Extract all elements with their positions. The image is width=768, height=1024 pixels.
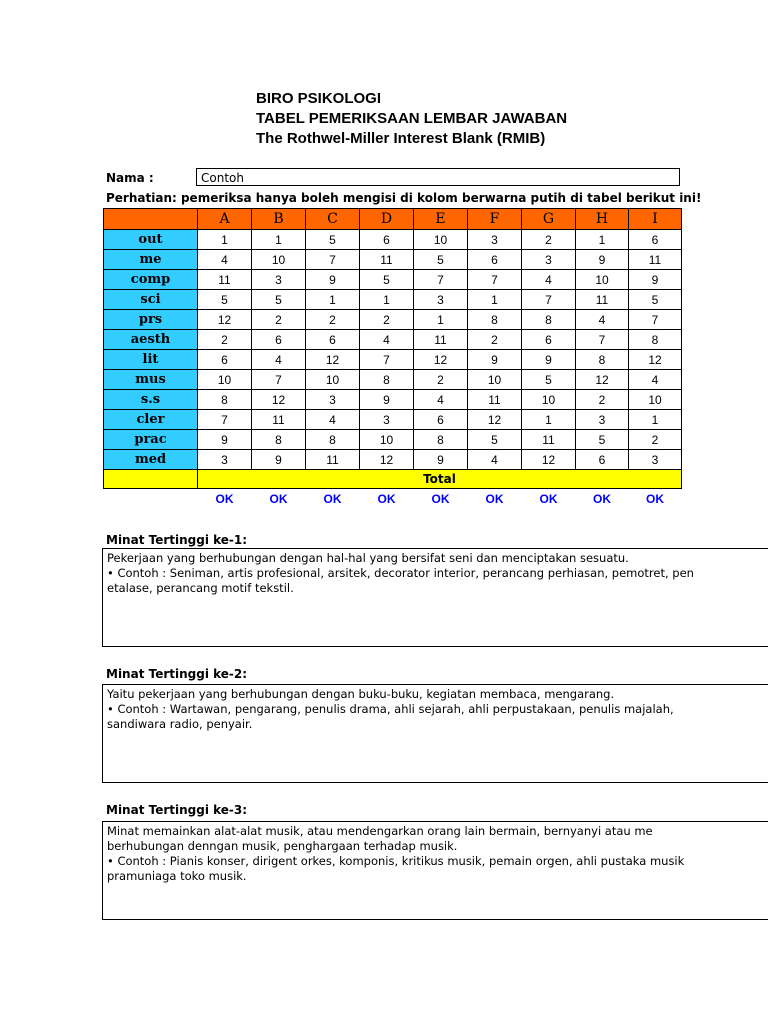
nama-input[interactable]: Contoh — [196, 168, 680, 186]
col-header: B — [252, 209, 306, 230]
score-cell[interactable]: 6 — [522, 330, 576, 350]
section-1-line: • Contoh : Seniman, artis profesional, arsitek, decorator interior, perancang perhiasan, pemotret, pen — [107, 566, 694, 580]
score-cell[interactable]: 8 — [576, 350, 629, 370]
table-row — [104, 230, 682, 250]
score-cell[interactable]: 6 — [629, 230, 682, 250]
rmib-table — [103, 208, 682, 509]
score-cell[interactable]: 5 — [468, 430, 522, 450]
score-cell[interactable]: 8 — [306, 430, 360, 450]
score-cell[interactable]: 1 — [629, 410, 682, 430]
score-cell[interactable]: 7 — [576, 330, 629, 350]
score-cell[interactable]: 12 — [306, 350, 360, 370]
score-cell[interactable]: 7 — [629, 310, 682, 330]
row-label: aesth — [104, 330, 198, 350]
score-cell[interactable]: 10 — [198, 370, 252, 390]
score-cell[interactable]: 2 — [522, 230, 576, 250]
score-cell[interactable]: 4 — [198, 250, 252, 270]
score-cell[interactable]: 4 — [252, 350, 306, 370]
score-cell[interactable]: 11 — [414, 330, 468, 350]
score-cell[interactable]: 11 — [629, 250, 682, 270]
score-cell[interactable]: 11 — [360, 250, 414, 270]
score-cell[interactable]: 10 — [576, 270, 629, 290]
section-3-line: Minat memainkan alat-alat musik, atau mendengarkan orang lain bermain, bernyanyi atau me — [107, 824, 653, 838]
score-cell[interactable]: 4 — [306, 410, 360, 430]
score-cell[interactable]: 4 — [522, 270, 576, 290]
score-cell[interactable]: 11 — [198, 270, 252, 290]
section-3-label: Minat Tertinggi ke-3: — [106, 803, 248, 817]
score-cell[interactable]: 10 — [360, 430, 414, 450]
status-ok: OK — [539, 492, 558, 506]
row-label: me — [104, 250, 198, 270]
score-cell[interactable]: 9 — [252, 450, 306, 470]
score-cell[interactable]: 11 — [252, 410, 306, 430]
score-cell[interactable]: 3 — [576, 410, 629, 430]
score-cell[interactable]: 1 — [468, 290, 522, 310]
score-cell[interactable]: 9 — [198, 430, 252, 450]
table-row — [104, 370, 682, 390]
score-cell[interactable]: 11 — [468, 390, 522, 410]
table-row — [104, 450, 682, 470]
instruction-note: Perhatian: pemeriksa hanya boleh mengisi di kolom berwarna putih di tabel berikut ini! — [106, 191, 702, 205]
status-ok: OK — [323, 492, 342, 506]
score-cell[interactable]: 12 — [629, 350, 682, 370]
score-cell[interactable]: 12 — [360, 450, 414, 470]
score-cell[interactable]: 1 — [198, 230, 252, 250]
score-cell[interactable]: 6 — [252, 330, 306, 350]
table-row — [104, 250, 682, 270]
row-label: s.s — [104, 390, 198, 410]
score-cell[interactable]: 9 — [522, 350, 576, 370]
section-3-box — [102, 821, 768, 920]
row-label: comp — [104, 270, 198, 290]
status-ok: OK — [377, 492, 396, 506]
table-row — [104, 290, 682, 310]
col-header: G — [522, 209, 576, 230]
col-header: A — [198, 209, 252, 230]
score-cell[interactable]: 6 — [360, 230, 414, 250]
status-ok: OK — [485, 492, 504, 506]
score-cell[interactable]: 9 — [306, 270, 360, 290]
score-cell[interactable]: 4 — [576, 310, 629, 330]
score-cell[interactable]: 12 — [414, 350, 468, 370]
status-ok: OK — [593, 492, 611, 506]
section-2-label: Minat Tertinggi ke-2: — [106, 667, 248, 681]
header-title-1: BIRO PSIKOLOGI — [256, 90, 382, 107]
score-cell[interactable]: 5 — [198, 290, 252, 310]
score-cell[interactable]: 7 — [414, 270, 468, 290]
score-cell[interactable]: 10 — [306, 370, 360, 390]
score-cell[interactable]: 7 — [522, 290, 576, 310]
score-cell[interactable]: 12 — [252, 390, 306, 410]
total-label: Total — [198, 470, 682, 489]
score-cell[interactable]: 9 — [576, 250, 629, 270]
status-row — [104, 489, 682, 510]
score-cell[interactable]: 2 — [198, 330, 252, 350]
row-label: lit — [104, 350, 198, 370]
score-cell[interactable]: 1 — [414, 310, 468, 330]
score-cell[interactable]: 8 — [198, 390, 252, 410]
table-row — [104, 330, 682, 350]
section-3-line: berhubungan denngan musik, penghargaan terhadap musik. — [107, 839, 458, 853]
row-label: prac — [104, 430, 198, 450]
table-row — [104, 390, 682, 410]
score-cell[interactable]: 5 — [414, 250, 468, 270]
section-1-line: Pekerjaan yang berhubungan dengan hal-hal yang bersifat seni dan menciptakan sesuatu. — [107, 551, 629, 565]
header-title-2: TABEL PEMERIKSAAN LEMBAR JAWABAN — [256, 110, 568, 127]
score-cell[interactable]: 2 — [629, 430, 682, 450]
score-cell[interactable]: 7 — [198, 410, 252, 430]
row-label: mus — [104, 370, 198, 390]
score-cell[interactable]: 7 — [468, 270, 522, 290]
table-row — [104, 310, 682, 330]
section-2-line: Yaitu pekerjaan yang berhubungan dengan buku-buku, kegiatan membaca, mengarang. — [107, 687, 615, 701]
score-cell[interactable]: 5 — [360, 270, 414, 290]
score-cell[interactable]: 3 — [468, 230, 522, 250]
row-label: out — [104, 230, 198, 250]
score-cell[interactable]: 8 — [414, 430, 468, 450]
col-header: D — [360, 209, 414, 230]
row-label: sci — [104, 290, 198, 310]
col-header: E — [414, 209, 468, 230]
col-header: H — [576, 209, 629, 230]
score-cell[interactable]: 4 — [468, 450, 522, 470]
score-cell[interactable]: 12 — [522, 450, 576, 470]
score-cell[interactable]: 11 — [306, 450, 360, 470]
row-label: cler — [104, 410, 198, 430]
score-cell[interactable]: 1 — [360, 290, 414, 310]
score-cell[interactable]: 4 — [629, 370, 682, 390]
score-cell[interactable]: 5 — [576, 430, 629, 450]
header-title-3: The Rothwel-Miller Interest Blank (RMIB) — [256, 130, 546, 147]
table-row — [104, 350, 682, 370]
total-blank-cell — [104, 470, 198, 489]
score-cell[interactable]: 3 — [198, 450, 252, 470]
score-cell[interactable]: 3 — [252, 270, 306, 290]
score-cell[interactable]: 8 — [468, 310, 522, 330]
table-row — [104, 410, 682, 430]
score-cell[interactable]: 2 — [468, 330, 522, 350]
score-cell[interactable]: 10 — [522, 390, 576, 410]
score-cell[interactable]: 1 — [522, 410, 576, 430]
total-row — [104, 470, 682, 489]
status-blank-cell — [104, 489, 198, 510]
score-cell[interactable]: 2 — [360, 310, 414, 330]
score-cell[interactable]: 12 — [576, 370, 629, 390]
score-cell[interactable]: 4 — [360, 330, 414, 350]
status-ok: OK — [646, 492, 664, 506]
status-ok: OK — [215, 492, 234, 506]
score-cell[interactable]: 11 — [576, 290, 629, 310]
score-cell[interactable]: 12 — [198, 310, 252, 330]
score-cell[interactable]: 10 — [629, 390, 682, 410]
score-cell[interactable]: 7 — [252, 370, 306, 390]
score-cell[interactable]: 5 — [522, 370, 576, 390]
section-2-line: • Contoh : Wartawan, pengarang, penulis drama, ahli sejarah, ahli perpustakaan, penulis majalah, — [107, 702, 674, 716]
score-cell[interactable]: 5 — [306, 230, 360, 250]
score-cell[interactable]: 9 — [629, 270, 682, 290]
row-label: prs — [104, 310, 198, 330]
score-cell[interactable]: 7 — [306, 250, 360, 270]
section-3-line: • Contoh : Pianis konser, dirigent orkes, komponis, kritikus musik, pemain orgen, ahli pustaka musik — [107, 854, 685, 868]
score-cell[interactable]: 2 — [306, 310, 360, 330]
score-cell[interactable]: 6 — [414, 410, 468, 430]
score-cell[interactable]: 9 — [468, 350, 522, 370]
score-cell[interactable]: 3 — [522, 250, 576, 270]
col-header: C — [306, 209, 360, 230]
col-header: F — [468, 209, 522, 230]
score-cell[interactable]: 8 — [629, 330, 682, 350]
score-cell[interactable]: 11 — [522, 430, 576, 450]
table-row — [104, 430, 682, 450]
score-cell[interactable]: 1 — [306, 290, 360, 310]
score-cell[interactable]: 6 — [468, 250, 522, 270]
section-1-label: Minat Tertinggi ke-1: — [106, 533, 248, 547]
score-cell[interactable]: 2 — [576, 390, 629, 410]
score-cell[interactable]: 4 — [414, 390, 468, 410]
score-cell[interactable]: 8 — [360, 370, 414, 390]
score-cell[interactable]: 8 — [522, 310, 576, 330]
score-cell[interactable]: 2 — [414, 370, 468, 390]
score-cell[interactable]: 9 — [414, 450, 468, 470]
row-label: med — [104, 450, 198, 470]
score-cell[interactable]: 7 — [360, 350, 414, 370]
section-1-line: etalase, perancang motif tekstil. — [107, 581, 294, 595]
score-cell[interactable]: 8 — [252, 430, 306, 450]
col-header: I — [629, 209, 682, 230]
score-cell[interactable]: 10 — [252, 250, 306, 270]
section-2-line: sandiwara radio, penyair. — [107, 717, 253, 731]
section-3-line: pramuniaga toko musik. — [107, 869, 247, 883]
score-cell[interactable]: 5 — [252, 290, 306, 310]
corner-cell — [104, 209, 198, 230]
score-cell[interactable]: 5 — [629, 290, 682, 310]
status-ok: OK — [431, 492, 450, 506]
section-2-box — [102, 684, 768, 783]
score-cell[interactable]: 10 — [468, 370, 522, 390]
score-cell[interactable]: 6 — [576, 450, 629, 470]
score-cell[interactable]: 9 — [360, 390, 414, 410]
score-cell[interactable]: 1 — [576, 230, 629, 250]
score-cell[interactable]: 6 — [306, 330, 360, 350]
status-ok: OK — [269, 492, 288, 506]
score-cell[interactable]: 1 — [252, 230, 306, 250]
score-cell[interactable]: 6 — [198, 350, 252, 370]
score-cell[interactable]: 3 — [629, 450, 682, 470]
score-cell[interactable]: 10 — [414, 230, 468, 250]
score-cell[interactable]: 3 — [306, 390, 360, 410]
header-row — [104, 209, 682, 230]
score-cell[interactable]: 3 — [414, 290, 468, 310]
score-cell[interactable]: 12 — [468, 410, 522, 430]
score-cell[interactable]: 3 — [360, 410, 414, 430]
section-1-box — [102, 548, 768, 647]
score-cell[interactable]: 2 — [252, 310, 306, 330]
table-row — [104, 270, 682, 290]
nama-label: Nama : — [106, 171, 154, 185]
